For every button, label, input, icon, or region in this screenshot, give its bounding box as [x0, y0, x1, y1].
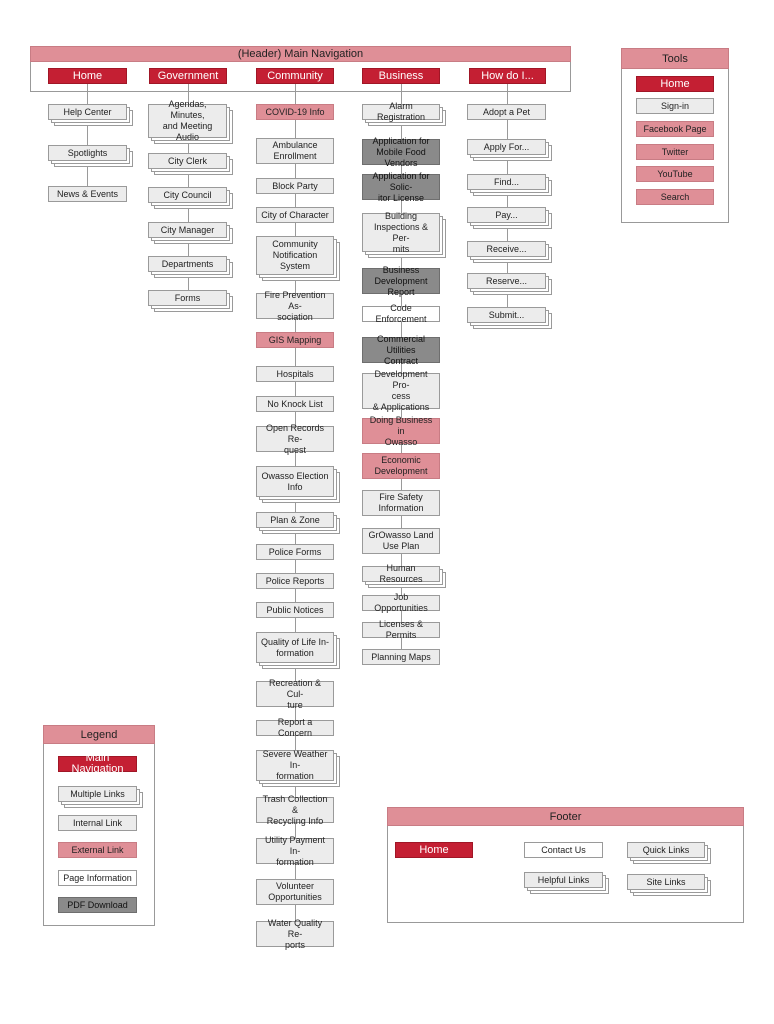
comm-no-knock-list[interactable]: No Knock List [256, 396, 334, 412]
legend-internal-link: Internal Link [58, 815, 137, 831]
nav-how-do-i[interactable]: How do I... [469, 68, 546, 84]
comm-hospitals[interactable]: Hospitals [256, 366, 334, 382]
comm-covid-info[interactable]: COVID-19 Info [256, 104, 334, 120]
comm-plan-zone[interactable]: Plan & Zone [256, 512, 334, 528]
biz-land-use-plan[interactable]: GrOwasso Land Use Plan [362, 528, 440, 554]
comm-block-party[interactable]: Block Party [256, 178, 334, 194]
tools-title: Tools [621, 48, 729, 69]
gov-forms[interactable]: Forms [148, 290, 227, 306]
comm-recreation-culture[interactable]: Recreation & Cul- ture [256, 681, 334, 707]
biz-development-process[interactable]: Development Pro- cess & Applications [362, 373, 440, 409]
comm-city-of-character[interactable]: City of Character [256, 207, 334, 223]
comm-police-forms[interactable]: Police Forms [256, 544, 334, 560]
biz-planning-maps[interactable]: Planning Maps [362, 649, 440, 665]
howdoi-adopt-pet[interactable]: Adopt a Pet [467, 104, 546, 120]
tools-sign-in[interactable]: Sign-in [636, 98, 714, 114]
howdoi-submit[interactable]: Submit... [467, 307, 546, 323]
gov-city-clerk[interactable]: City Clerk [148, 153, 227, 169]
tools-home[interactable]: Home [636, 76, 714, 92]
tools-youtube[interactable]: YouTube [636, 166, 714, 182]
tools-facebook[interactable]: Facebook Page [636, 121, 714, 137]
connector-home [87, 84, 88, 196]
comm-volunteer[interactable]: Volunteer Opportunities [256, 879, 334, 905]
legend-main-navigation: Main Navigation [58, 756, 137, 772]
comm-community-notification[interactable]: Community Notification System [256, 236, 334, 275]
nav-government[interactable]: Government [149, 68, 227, 84]
biz-development-report[interactable]: Business Development Report [362, 268, 440, 294]
comm-police-reports[interactable]: Police Reports [256, 573, 334, 589]
comm-utility-payment[interactable]: Utility Payment In- formation [256, 838, 334, 864]
howdoi-pay[interactable]: Pay... [467, 207, 546, 223]
home-news-events[interactable]: News & Events [48, 186, 127, 202]
biz-fire-safety[interactable]: Fire Safety Information [362, 490, 440, 516]
tools-twitter[interactable]: Twitter [636, 144, 714, 160]
legend-external-link: External Link [58, 842, 137, 858]
legend-pdf-download: PDF Download [58, 897, 137, 913]
comm-public-notices[interactable]: Public Notices [256, 602, 334, 618]
comm-severe-weather[interactable]: Severe Weather In- formation [256, 750, 334, 781]
footer-home[interactable]: Home [395, 842, 473, 858]
comm-fire-prevention[interactable]: Fire Prevention As- sociation [256, 293, 334, 319]
howdoi-reserve[interactable]: Reserve... [467, 273, 546, 289]
comm-open-records[interactable]: Open Records Re- quest [256, 426, 334, 452]
biz-alarm-registration[interactable]: Alarm Registration [362, 104, 440, 120]
home-help-center[interactable]: Help Center [48, 104, 127, 120]
footer-contact-us[interactable]: Contact Us [524, 842, 603, 858]
comm-water-quality[interactable]: Water Quality Re- ports [256, 921, 334, 947]
gov-city-manager[interactable]: City Manager [148, 222, 227, 238]
nav-community[interactable]: Community [256, 68, 334, 84]
comm-trash-collection[interactable]: Trash Collection & Recycling Info [256, 797, 334, 823]
legend-page-information: Page Information [58, 870, 137, 886]
comm-report-concern[interactable]: Report a Concern [256, 720, 334, 736]
howdoi-receive[interactable]: Receive... [467, 241, 546, 257]
gov-city-council[interactable]: City Council [148, 187, 227, 203]
legend-multiple-links: Multiple Links [58, 786, 137, 802]
footer-helpful-links[interactable]: Helpful Links [524, 872, 603, 888]
biz-human-resources[interactable]: Human Resources [362, 566, 440, 582]
nav-business[interactable]: Business [362, 68, 440, 84]
comm-election-info[interactable]: Owasso Election Info [256, 466, 334, 497]
footer-site-links[interactable]: Site Links [627, 874, 705, 890]
biz-code-enforcement[interactable]: Code Enforcement [362, 306, 440, 322]
footer-quick-links[interactable]: Quick Links [627, 842, 705, 858]
biz-building-inspections[interactable]: Building Inspections & Per- mits [362, 213, 440, 252]
biz-doing-business[interactable]: Doing Business in Owasso [362, 418, 440, 444]
biz-economic-development[interactable]: Economic Development [362, 453, 440, 479]
comm-ambulance-enrollment[interactable]: Ambulance Enrollment [256, 138, 334, 164]
main-navigation-header: (Header) Main Navigation [30, 46, 571, 62]
legend-title: Legend [43, 725, 155, 744]
gov-departments[interactable]: Departments [148, 256, 227, 272]
comm-gis-mapping[interactable]: GIS Mapping [256, 332, 334, 348]
biz-licenses-permits[interactable]: Licenses & Permits [362, 622, 440, 638]
howdoi-find[interactable]: Find... [467, 174, 546, 190]
gov-agendas[interactable]: Agendas, Minutes, and Meeting Audio [148, 104, 227, 138]
biz-job-opportunities[interactable]: Job Opportunities [362, 595, 440, 611]
footer-title: Footer [387, 807, 744, 826]
comm-quality-of-life[interactable]: Quality of Life In- formation [256, 632, 334, 663]
nav-home[interactable]: Home [48, 68, 127, 84]
biz-commercial-utilities[interactable]: Commercial Utilities Contract [362, 337, 440, 363]
biz-mobile-food-vendors[interactable]: Application for Mobile Food Vendors [362, 139, 440, 165]
howdoi-apply-for[interactable]: Apply For... [467, 139, 546, 155]
biz-solicitor-license[interactable]: Application for Solic- itor License [362, 174, 440, 200]
tools-search[interactable]: Search [636, 189, 714, 205]
home-spotlights[interactable]: Spotlights [48, 145, 127, 161]
